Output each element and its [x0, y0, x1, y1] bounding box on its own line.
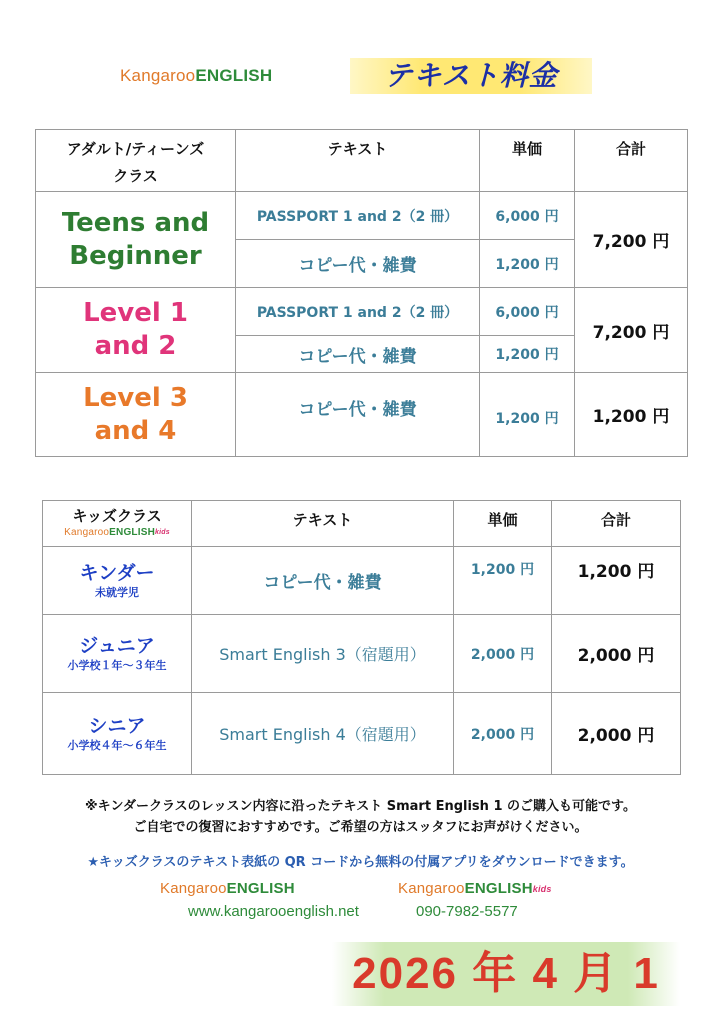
total-price: 1,200 円: [575, 373, 688, 457]
phone-number: 090-7982-5577: [416, 903, 518, 920]
total-price: 2,000 円: [552, 693, 681, 775]
class-name-line1: Level 1: [83, 298, 188, 328]
unit-price: 2,000 円: [454, 693, 552, 775]
class-name-line1: Teens and: [61, 207, 210, 238]
footer-logo-english: [160, 880, 295, 897]
logo-kids-text: kids: [532, 884, 552, 895]
adult-price-table: [35, 129, 688, 457]
kids-price-table: [42, 500, 681, 775]
kangaroo-english-logo: [120, 66, 272, 86]
kid-class-name: シニア: [88, 714, 146, 737]
header-class-line1: アダルト/ティーンズ: [66, 140, 205, 158]
text-item: コピー代・雑費: [236, 336, 480, 373]
logo-kangaroo-text: Kangaroo: [398, 880, 465, 897]
table-row: [36, 373, 688, 457]
class-teens-beginner: [36, 192, 236, 288]
effective-date: 2026 年 4 月 1: [352, 949, 660, 998]
table-row: [36, 288, 688, 336]
header-kids-class-label: キッズクラス: [72, 507, 162, 525]
header-kids-class: [43, 501, 192, 547]
unit-price: 1,200 円: [480, 373, 575, 457]
header-unit-price: 単価: [480, 130, 575, 192]
header-class: [36, 130, 236, 192]
text-item: コピー代・雑費: [236, 240, 480, 288]
unit-price: 1,200 円: [454, 547, 552, 615]
logo-english-text: ENGLISH: [464, 880, 533, 897]
text-item: PASSPORT 1 and 2（2 冊）: [236, 288, 480, 336]
unit-price: 6,000 円: [480, 288, 575, 336]
total-price: 2,000 円: [552, 615, 681, 693]
unit-price: 1,200 円: [480, 240, 575, 288]
class-level-1-2: [36, 288, 236, 373]
class-level-3-4: [36, 373, 236, 457]
kids-logo: [43, 527, 191, 538]
logo-english-text: ENGLISH: [109, 527, 156, 538]
class-senior: [43, 693, 192, 775]
note-line-2: ご自宅での復習におすすめです。ご希望の方はスッタフにお声がけください。: [133, 820, 588, 835]
class-junior: [43, 615, 192, 693]
header-unit-price: 単価: [454, 501, 552, 547]
text-item: Smart English 3（宿題用）: [192, 615, 454, 693]
class-kinder: [43, 547, 192, 615]
header-class-line2: クラス: [113, 167, 158, 185]
logo-english-text: ENGLISH: [226, 880, 295, 897]
logo-kangaroo-text: Kangaroo: [160, 880, 227, 897]
header-text: テキスト: [192, 501, 454, 547]
unit-price: 6,000 円: [480, 192, 575, 240]
kid-class-name: ジュニア: [79, 634, 155, 657]
total-price: 7,200 円: [575, 192, 688, 288]
class-name-line2: and 4: [94, 415, 177, 446]
unit-price: 1,200 円: [480, 336, 575, 373]
logo-kangaroo-text: Kangaroo: [64, 527, 110, 538]
text-item: コピー代・雑費: [192, 547, 454, 615]
header-total: 合計: [575, 130, 688, 192]
class-name-line1: Level 3: [83, 382, 188, 413]
kid-class-sub: 小学校１年〜３年生: [67, 658, 167, 672]
total-price: 7,200 円: [575, 288, 688, 373]
table-row: [43, 615, 681, 693]
note-line-1: ※キンダークラスのレッスン内容に沿ったテキスト Smart English 1 のご購入も可能です。: [85, 799, 636, 814]
unit-price: 2,000 円: [454, 615, 552, 693]
kid-class-sub: 小学校４年〜６年生: [67, 738, 167, 752]
logo-english-text: ENGLISH: [195, 66, 273, 85]
text-item: Smart English 4（宿題用）: [192, 693, 454, 775]
table-row: [43, 693, 681, 775]
table-row: [36, 192, 688, 240]
website-link[interactable]: www.kangarooenglish.net: [188, 903, 359, 920]
total-price: 1,200 円: [552, 547, 681, 615]
class-name-line2: Beginner: [69, 240, 202, 271]
kid-class-name: キンダー: [79, 561, 155, 584]
class-name-line2: and 2: [94, 331, 177, 361]
text-item: コピー代・雑費: [236, 373, 480, 457]
note-line-3: ★キッズクラスのテキスト表紙の QR コードから無料の付属アプリをダウンロードできます。: [87, 855, 634, 870]
page-title: テキスト料金: [350, 58, 592, 94]
header-text: テキスト: [236, 130, 480, 192]
kid-class-sub: 未就学児: [95, 585, 139, 599]
footer-logo-kids: [398, 880, 552, 897]
header-total: 合計: [552, 501, 681, 547]
logo-kids-text: kids: [155, 528, 170, 536]
logo-kangaroo-text: Kangaroo: [120, 66, 196, 85]
text-item: PASSPORT 1 and 2（2 冊）: [236, 192, 480, 240]
table-row: [43, 547, 681, 615]
